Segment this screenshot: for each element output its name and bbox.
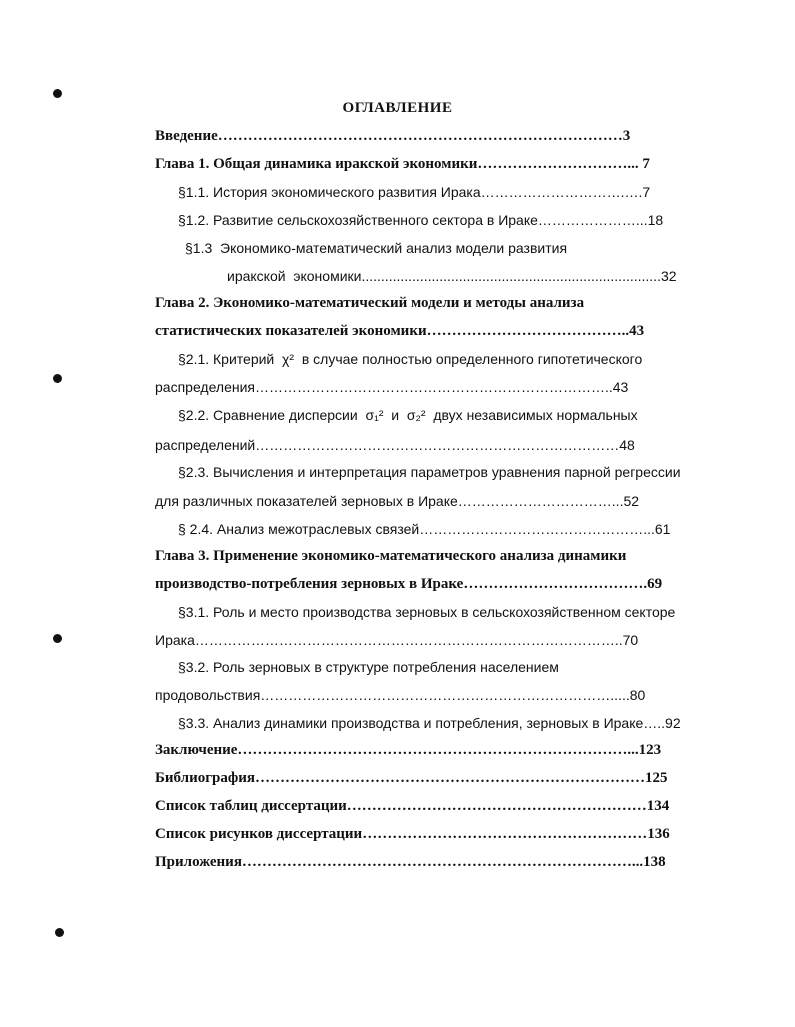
toc-entry-section-2-2[interactable]: §2.2. Сравнение дисперсии σ₁² и σ₂² двух независимых нормальных (178, 407, 638, 423)
page-title: ОГЛАВЛЕНИЕ (342, 100, 453, 116)
punch-hole-mark (53, 634, 62, 643)
toc-entry-chapter-3[interactable]: Глава 3. Применение экономико-математического анализа динамики (155, 548, 627, 564)
toc-entry-figures-list[interactable]: Список рисунков диссертации…………………………………………………136 (155, 826, 670, 842)
toc-entry-tables-list[interactable]: Список таблиц диссертации……………………………………………………134 (155, 798, 670, 814)
toc-entry-section-1-1[interactable]: §1.1. История экономического развития Ирака………………………….….7 (178, 184, 651, 200)
punch-hole-mark (53, 89, 62, 98)
toc-entry-chapter-2-cont[interactable]: статистических показателей экономики…………………………………..43 (155, 323, 645, 339)
toc-entry-section-2-3-cont[interactable]: для различных показателей зерновых в Ираке……………………………...52 (155, 493, 640, 509)
toc-entry-chapter-2[interactable]: Глава 2. Экономико-математический модели и методы анализа (155, 295, 585, 311)
toc-entry-section-2-1[interactable]: §2.1. Критерий χ² в случае полностью определенного гипотетического (178, 351, 643, 367)
toc-entry-section-3-2[interactable]: §3.2. Роль зерновых в структуре потребления населением (178, 659, 559, 675)
toc-entry-bibliography[interactable]: Библиография……………………………………………………………………125 (155, 770, 668, 786)
toc-entry-section-1-3[interactable]: §1.3 Экономико-математический анализ модели развития (185, 240, 568, 256)
toc-entry-section-3-2-cont[interactable]: продовольствия………………………………………………………………….....80 (155, 687, 646, 703)
toc-entry-section-2-3[interactable]: §2.3. Вычисления и интерпретация параметров уравнения парной регрессии (178, 464, 681, 480)
toc-entry-conclusion[interactable]: Заключение……………………………………………………………………...123 (155, 742, 662, 758)
toc-entry-chapter-3-cont[interactable]: производство-потребления зерновых в Ираке……………………………….69 (155, 576, 663, 592)
toc-entry-section-1-3-cont[interactable]: иракской экономики.............................................................................32 (227, 268, 677, 284)
toc-entry-introduction[interactable]: Введение………………………………………………………………………3 (155, 128, 631, 144)
punch-hole-mark (55, 928, 64, 937)
toc-entry-section-2-4[interactable]: § 2.4. Анализ межотраслевых связей…………………………………………...61 (178, 521, 671, 537)
toc-entry-section-2-1-cont[interactable]: распределения…………………………………………………………………..43 (155, 379, 629, 395)
toc-entry-section-3-1[interactable]: §3.1. Роль и место производства зерновых в сельскохозяйственном секторе (178, 604, 676, 620)
toc-entry-section-2-2-cont[interactable]: распределений……………………………………………………………………48 (155, 437, 635, 453)
toc-entry-chapter-1[interactable]: Глава 1. Общая динамика иракской экономики…………………………... 7 (155, 156, 650, 172)
punch-hole-mark (53, 374, 62, 383)
toc-entry-section-3-3[interactable]: §3.3. Анализ динамики производства и потребления, зерновых в Ираке…..92 (178, 715, 681, 731)
toc-entry-section-3-1-cont[interactable]: Ирака………………………………………………………………………………..70 (155, 632, 639, 648)
toc-entry-section-1-2[interactable]: §1.2. Развитие сельскохозяйственного сектора в Ираке…………………...18 (178, 212, 664, 228)
toc-entry-appendices[interactable]: Приложения……………………………………………………………………...138 (155, 854, 666, 870)
